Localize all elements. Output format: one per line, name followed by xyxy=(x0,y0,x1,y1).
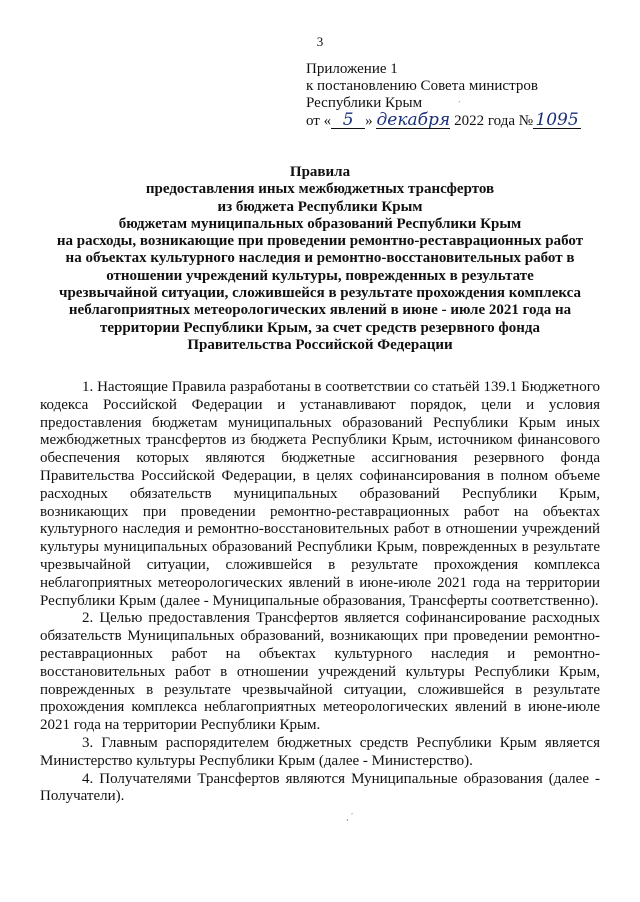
annex-decree-line: к постановлению Совета министров xyxy=(306,78,538,94)
date-close-quote: » xyxy=(365,113,373,129)
annex-date-line xyxy=(306,112,581,130)
title-line: территории Республики Крым, за счет средств резервного фонда xyxy=(99,319,541,336)
annex-republic-line: Республики Крым xyxy=(306,95,423,111)
annex-header xyxy=(306,61,581,130)
scan-speck: ¸ ˊ xyxy=(346,812,354,821)
document-title xyxy=(40,164,600,354)
title-line: на расходы, возникающие при проведении ремонтно-реставрационных работ xyxy=(56,233,584,250)
scan-speck: ˊ xyxy=(458,100,461,109)
handwritten-number: 1095 xyxy=(535,110,579,130)
handwritten-day: 5 xyxy=(342,110,354,130)
title-line: неблагоприятных метеорологических явлений в июне - июле 2021 года на xyxy=(68,302,572,319)
paragraph-2: 2. Целью предоставления Трансфертов является софинансирование расходных обязательств Муниципальных образований, возникающих при проведении ремонтно-реставрационных работ на объектах культурного наследия и ремонтно-восстановительных работ в отношении учреждений культуры Республики Крым, поврежденных в результате чрезвычайной ситуации, сложившейся в результате прохождения комплекса неблагоприятных метеорологических явлений в июне-июле 2021 года на территории Республики Крым. xyxy=(40,610,600,734)
handwritten-month: декабря xyxy=(376,110,451,130)
title-line: Правила xyxy=(289,164,351,180)
title-line: Правительства Российской Федерации xyxy=(187,336,453,353)
document-body xyxy=(40,379,600,806)
date-prefix: от « xyxy=(306,113,332,129)
title-line: бюджетам муниципальных образований Республики Крым xyxy=(118,215,522,232)
paragraph-1: 1. Настоящие Правила разработаны в соответствии со статьёй 139.1 Бюджетного кодекса Российской Федерации и устанавливают порядок, цели и условия предоставления бюджетам муниципальных образований Республики Крым иных межбюджетных трансфертов из бюджета Республики Крым, источником финансового обеспечения которых являются бюджетные ассигнования резервного фонда Правительства Российской Федерации, в целях софинансирования в полном объеме расходных обязательств муниципальных образований Республики Крым, возникающих при проведении ремонтно-реставрационных работ на объектах культурного наследия и ремонтно-восстановительных работ в отношении учреждений культуры муниципальных образований Республики Крым, поврежденных в результате чрезвычайной ситуации, сложившейся в результате прохождения комплекса неблагоприятных метеорологических явлений в июне-июле 2021 года на территории Республики Крым (далее - Муниципальные образования, Трансферты соответственно). xyxy=(40,379,600,609)
annex-title: Приложение 1 xyxy=(306,61,398,77)
page-number: 3 xyxy=(316,34,324,49)
paragraph-4: 4. Получателями Трансфертов являются Муниципальные образования (далее - Получатели). xyxy=(40,770,600,805)
paragraph-3: 3. Главным распорядителем бюджетных средств Республики Крым является Министерство культуры Республики Крым (далее - Министерство). xyxy=(40,734,600,769)
title-line: чрезвычайной ситуации, сложившейся в результате прохождения комплекса xyxy=(59,285,581,302)
title-line: отношении учреждений культуры, поврежденных в результате xyxy=(106,267,534,284)
date-year: 2022 года № xyxy=(454,113,534,129)
title-line: на объектах культурного наследия и ремонтно-восстановительных работ в xyxy=(65,250,575,267)
title-line: предоставления иных межбюджетных трансфертов xyxy=(145,181,495,198)
title-line: из бюджета Республики Крым xyxy=(217,198,423,215)
